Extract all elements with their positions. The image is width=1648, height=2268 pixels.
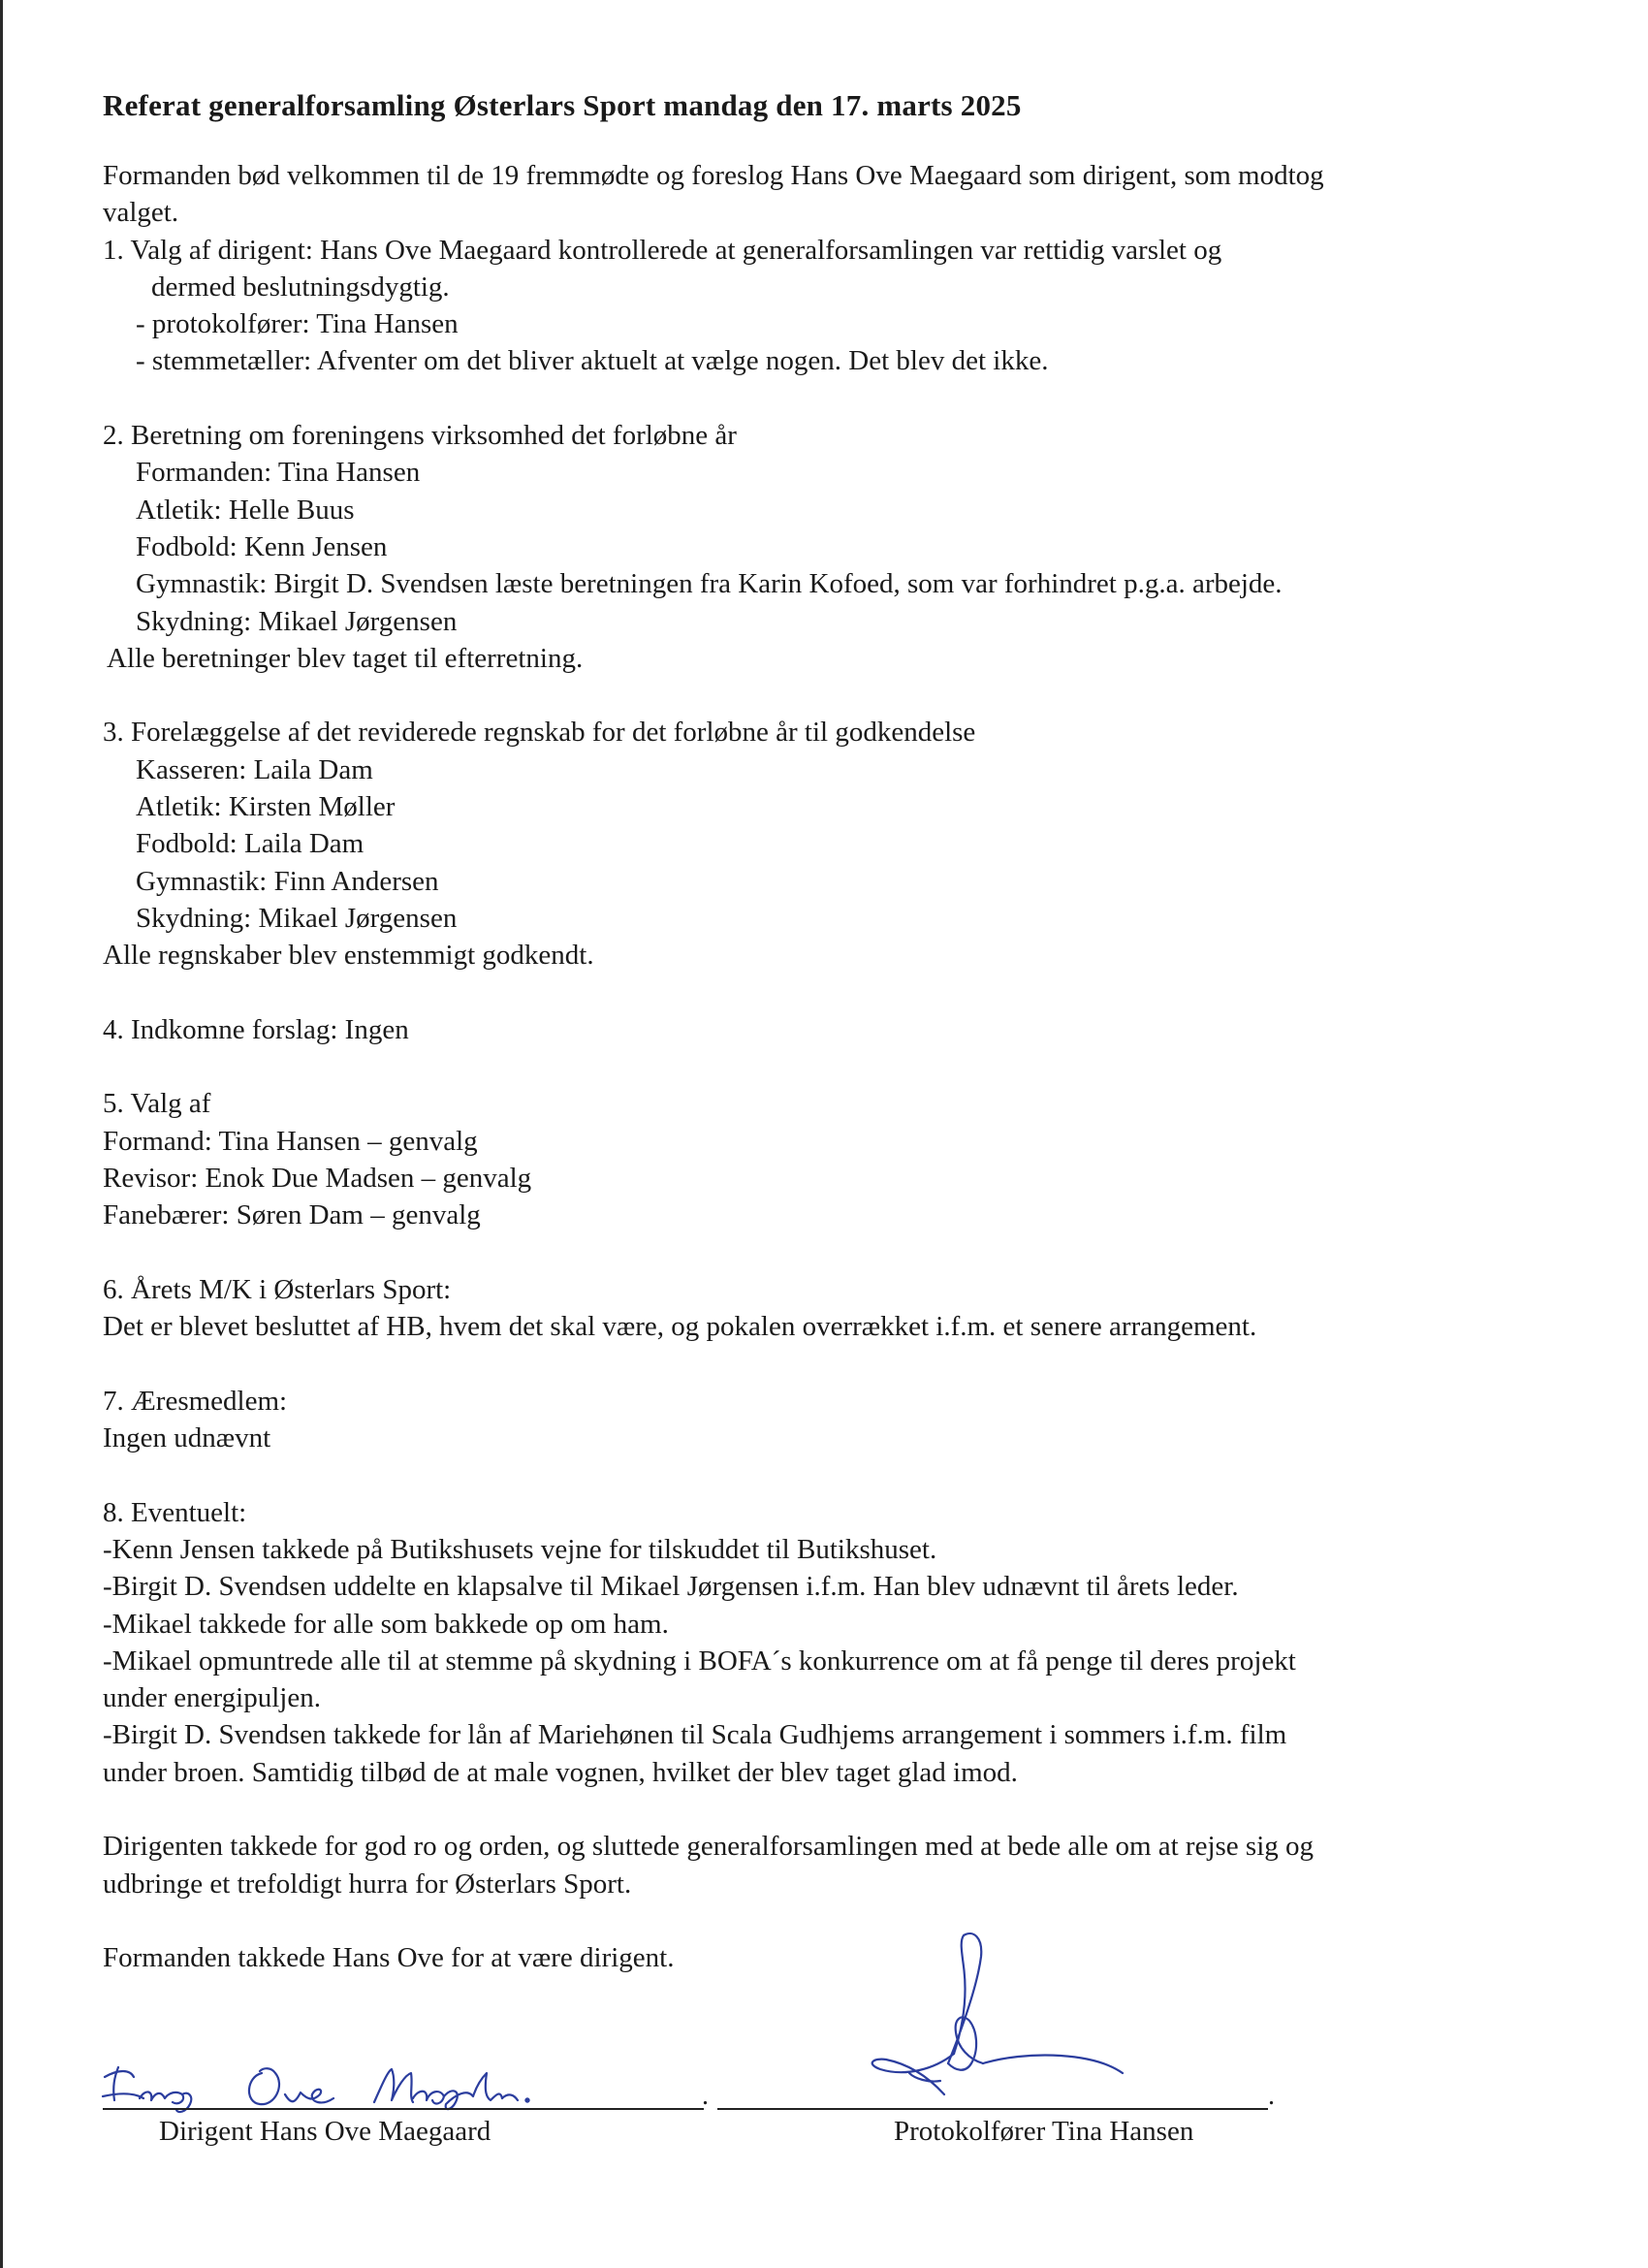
text-line: Fodbold: Kenn Jensen <box>136 530 388 562</box>
text-line: Det er blevet besluttet af HB, hvem det skal være, og pokalen overrækket i.f.m. et senere arrangement. <box>103 1311 1257 1343</box>
text-line: - stemmetæller: Afventer om det bliver aktuelt at vælge nogen. Det blev det ikke. <box>136 345 1049 377</box>
text-line: Formand: Tina Hansen – genvalg <box>103 1125 478 1157</box>
blank-line <box>103 1234 1518 1271</box>
text-line: -Kenn Jensen takkede på Butikshusets vejne for tilskuddet til Butikshuset. <box>103 1533 937 1565</box>
text-line: Fanebærer: Søren Dam – genvalg <box>103 1199 481 1231</box>
dirigent-signature-dot: . <box>702 2081 709 2111</box>
text-line: Dirigenten takkede for god ro og orden, og sluttede generalforsamlingen med at bede alle om at rejse sig og <box>103 1831 1315 1863</box>
text-line: 1. Valg af dirigent: Hans Ove Maegaard kontrollerede at generalforsamlingen var rettidig varslet og <box>103 234 1222 266</box>
text-line: Gymnastik: Finn Andersen <box>136 865 439 897</box>
dirigent-signature-line <box>103 2108 704 2110</box>
blank-line <box>103 1048 1518 1085</box>
text-line: 5. Valg af <box>103 1088 211 1120</box>
text-line: Alle regnskaber blev enstemmigt godkendt. <box>103 940 594 972</box>
text-line: 2. Beretning om foreningens virksomhed det forløbne år <box>103 420 737 452</box>
text-line: -Birgit D. Svendsen uddelte en klapsalve til Mikael Jørgensen i.f.m. Han blev udnævnt til årets leder. <box>103 1571 1239 1603</box>
protokolforer-signature-dot: . <box>1268 2081 1275 2111</box>
text-line: Formanden bød velkommen til de 19 fremmødte og foreslog Hans Ove Maegaard som dirigent, som modtog <box>103 160 1324 191</box>
text-line: 8. Eventuelt: <box>103 1496 247 1528</box>
blank-line <box>103 380 1518 417</box>
blank-line <box>103 1902 1518 1939</box>
blank-line <box>103 974 1518 1011</box>
text-line: Kasseren: Laila Dam <box>136 753 373 785</box>
text-line: Skydning: Mikael Jørgensen <box>136 605 458 637</box>
text-line: dermed beslutningsdygtig. <box>151 271 450 303</box>
text-line: udbringe et trefoldigt hurra for Østerlars Sport. <box>103 1868 632 1900</box>
text-line: under energipuljen. <box>103 1682 321 1714</box>
text-line: - protokolfører: Tina Hansen <box>136 308 459 340</box>
text-line: Fodbold: Laila Dam <box>136 828 364 860</box>
text-line: 7. Æresmedlem: <box>103 1385 288 1417</box>
text-line: Revisor: Enok Due Madsen – genvalg <box>103 1163 532 1195</box>
document-title: Referat generalforsamling Østerlars Sport mandag den 17. marts 2025 <box>103 88 1022 122</box>
text-line: Formanden takkede Hans Ove for at være dirigent. <box>103 1942 675 1974</box>
text-line: valget. <box>103 197 179 229</box>
text-line: Ingen udnævnt <box>103 1422 271 1454</box>
text-line: Gymnastik: Birgit D. Svendsen læste beretningen fra Karin Kofoed, som var forhindret p.g.a. arbejde. <box>136 568 1283 600</box>
text-line: Formanden: Tina Hansen <box>136 457 421 489</box>
text-line: 3. Forelæggelse af det reviderede regnskab for det forløbne år til godkendelse <box>103 717 976 749</box>
text-line: Atletik: Helle Buus <box>136 494 355 526</box>
text-line: under broen. Samtidig tilbød de at male vognen, hvilket der blev taget glad imod. <box>103 1756 1018 1788</box>
protokolforer-signature-line <box>717 2108 1268 2110</box>
blank-line <box>103 677 1518 714</box>
blank-line <box>103 1346 1518 1383</box>
document-body <box>103 157 1518 1977</box>
text-line: -Mikael opmuntrede alle til at stemme på skydning i BOFA´s konkurrence om at få penge til deres projekt <box>103 1645 1296 1677</box>
text-line: Atletik: Kirsten Møller <box>136 791 396 823</box>
text-line: Alle beretninger blev taget til efterretning. <box>107 642 584 674</box>
blank-line <box>103 1791 1518 1828</box>
blank-line <box>103 1456 1518 1493</box>
text-line: -Mikael takkede for alle som bakkede op om ham. <box>103 1608 669 1640</box>
protokolforer-signature-caption: Protokolfører Tina Hansen <box>894 2116 1194 2147</box>
dirigent-signature-caption: Dirigent Hans Ove Maegaard <box>159 2116 491 2147</box>
text-line: -Birgit D. Svendsen takkede for lån af Mariehønen til Scala Gudhjems arrangement i sommers i.f.m. film <box>103 1719 1287 1751</box>
text-line: 6. Årets M/K i Østerlars Sport: <box>103 1273 452 1305</box>
dirigent-signature <box>101 2056 605 2124</box>
text-line: 4. Indkomne forslag: Ingen <box>103 1013 409 1045</box>
text-line: Skydning: Mikael Jørgensen <box>136 902 458 934</box>
scan-edge <box>0 0 3 2268</box>
